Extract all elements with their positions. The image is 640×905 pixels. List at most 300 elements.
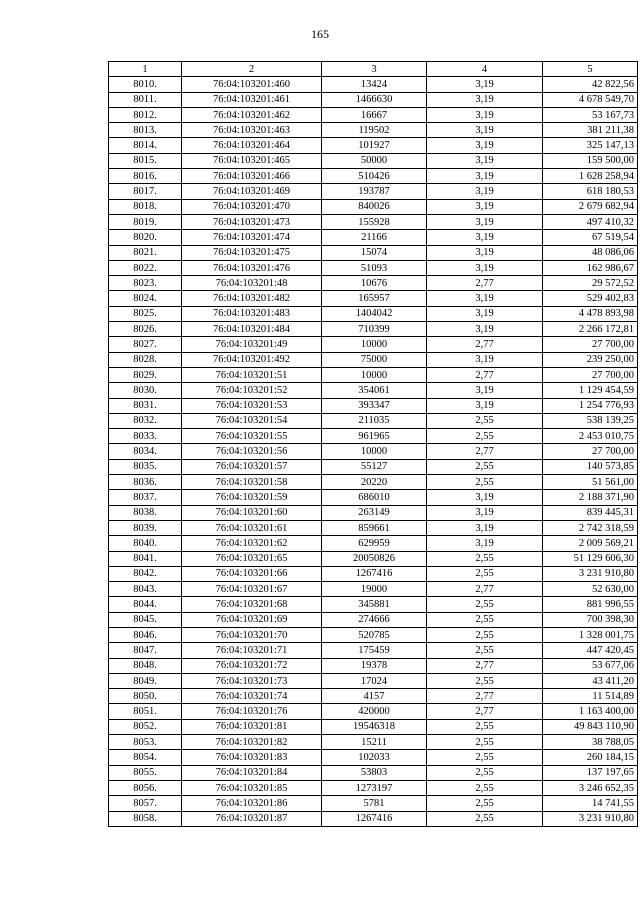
cadastral-number-cell: 76:04:103201:76 — [182, 704, 322, 719]
cadastral-number-cell: 76:04:103201:48 — [182, 276, 322, 291]
area-cell: 961965 — [322, 429, 427, 444]
value-cell: 2 453 010,75 — [543, 429, 638, 444]
rate-cell: 2,55 — [427, 551, 543, 566]
area-cell: 51093 — [322, 260, 427, 275]
cadastral-number-cell: 76:04:103201:464 — [182, 138, 322, 153]
value-cell: 53 167,73 — [543, 107, 638, 122]
column-header-4: 4 — [427, 62, 543, 77]
area-cell: 193787 — [322, 184, 427, 199]
rate-cell: 2,55 — [427, 643, 543, 658]
cadastral-number-cell: 76:04:103201:61 — [182, 520, 322, 535]
row-number-cell: 8058. — [109, 811, 182, 826]
rate-cell: 2,55 — [427, 719, 543, 734]
cadastral-number-cell: 76:04:103201:461 — [182, 92, 322, 107]
value-cell: 2 009 569,21 — [543, 536, 638, 551]
area-cell: 5781 — [322, 796, 427, 811]
value-cell: 51 129 606,30 — [543, 551, 638, 566]
area-cell: 10000 — [322, 367, 427, 382]
table-row — [109, 123, 638, 138]
area-cell: 102033 — [322, 750, 427, 765]
cadastral-number-cell: 76:04:103201:469 — [182, 184, 322, 199]
table-row — [109, 536, 638, 551]
table-row — [109, 306, 638, 321]
rate-cell: 2,55 — [427, 566, 543, 581]
row-number-cell: 8019. — [109, 214, 182, 229]
row-number-cell: 8053. — [109, 735, 182, 750]
table-row — [109, 352, 638, 367]
value-cell: 447 420,45 — [543, 643, 638, 658]
rate-cell: 3,19 — [427, 123, 543, 138]
row-number-cell: 8018. — [109, 199, 182, 214]
rate-cell: 2,55 — [427, 811, 543, 826]
table-row — [109, 505, 638, 520]
cadastral-number-cell: 76:04:103201:54 — [182, 413, 322, 428]
value-cell: 3 231 910,80 — [543, 566, 638, 581]
value-cell: 42 822,56 — [543, 77, 638, 92]
cadastral-number-cell: 76:04:103201:85 — [182, 780, 322, 795]
cadastral-number-cell: 76:04:103201:470 — [182, 199, 322, 214]
value-cell: 325 147,13 — [543, 138, 638, 153]
table-row — [109, 658, 638, 673]
table-row — [109, 673, 638, 688]
cadastral-number-cell: 76:04:103201:462 — [182, 107, 322, 122]
cadastral-number-cell: 76:04:103201:87 — [182, 811, 322, 826]
table-row — [109, 612, 638, 627]
rate-cell: 2,77 — [427, 276, 543, 291]
row-number-cell: 8033. — [109, 429, 182, 444]
rate-cell: 3,19 — [427, 398, 543, 413]
area-cell: 119502 — [322, 123, 427, 138]
cadastral-number-cell: 76:04:103201:74 — [182, 689, 322, 704]
value-cell: 239 250,00 — [543, 352, 638, 367]
table-row — [109, 735, 638, 750]
rate-cell: 3,19 — [427, 490, 543, 505]
row-number-cell: 8021. — [109, 245, 182, 260]
data-table — [108, 61, 638, 827]
cadastral-number-cell: 76:04:103201:86 — [182, 796, 322, 811]
rate-cell: 3,19 — [427, 230, 543, 245]
table-row — [109, 337, 638, 352]
value-cell: 381 211,38 — [543, 123, 638, 138]
table-row — [109, 413, 638, 428]
value-cell: 881 996,55 — [543, 597, 638, 612]
rate-cell: 2,77 — [427, 582, 543, 597]
value-cell: 1 163 400,00 — [543, 704, 638, 719]
table-row — [109, 107, 638, 122]
area-cell: 1267416 — [322, 566, 427, 581]
table-row — [109, 811, 638, 826]
value-cell: 1 129 454,59 — [543, 383, 638, 398]
value-cell: 2 679 682,94 — [543, 199, 638, 214]
area-cell: 1273197 — [322, 780, 427, 795]
cadastral-number-cell: 76:04:103201:83 — [182, 750, 322, 765]
cadastral-number-cell: 76:04:103201:53 — [182, 398, 322, 413]
cadastral-number-cell: 76:04:103201:56 — [182, 444, 322, 459]
table-row — [109, 750, 638, 765]
column-header-3: 3 — [322, 62, 427, 77]
table-row — [109, 475, 638, 490]
row-number-cell: 8045. — [109, 612, 182, 627]
table-row — [109, 520, 638, 535]
header-row — [109, 62, 638, 77]
row-number-cell: 8050. — [109, 689, 182, 704]
rate-cell: 3,19 — [427, 520, 543, 535]
rate-cell: 2,77 — [427, 367, 543, 382]
value-cell: 1 328 001,75 — [543, 627, 638, 642]
value-cell: 52 630,00 — [543, 582, 638, 597]
area-cell: 840026 — [322, 199, 427, 214]
row-number-cell: 8048. — [109, 658, 182, 673]
value-cell: 3 231 910,80 — [543, 811, 638, 826]
area-cell: 15074 — [322, 245, 427, 260]
row-number-cell: 8031. — [109, 398, 182, 413]
value-cell: 27 700,00 — [543, 367, 638, 382]
cadastral-number-cell: 76:04:103201:473 — [182, 214, 322, 229]
cadastral-number-cell: 76:04:103201:59 — [182, 490, 322, 505]
table-row — [109, 383, 638, 398]
cadastral-number-cell: 76:04:103201:62 — [182, 536, 322, 551]
value-cell: 67 519,54 — [543, 230, 638, 245]
rate-cell: 3,19 — [427, 536, 543, 551]
area-cell: 263149 — [322, 505, 427, 520]
rate-cell: 2,55 — [427, 475, 543, 490]
row-number-cell: 8027. — [109, 337, 182, 352]
row-number-cell: 8044. — [109, 597, 182, 612]
rate-cell: 2,77 — [427, 689, 543, 704]
rate-cell: 3,19 — [427, 291, 543, 306]
value-cell: 140 573,85 — [543, 459, 638, 474]
row-number-cell: 8056. — [109, 780, 182, 795]
area-cell: 520785 — [322, 627, 427, 642]
rate-cell: 3,19 — [427, 199, 543, 214]
area-cell: 859661 — [322, 520, 427, 535]
value-cell: 38 788,05 — [543, 735, 638, 750]
cadastral-number-cell: 76:04:103201:484 — [182, 322, 322, 337]
row-number-cell: 8042. — [109, 566, 182, 581]
area-cell: 10676 — [322, 276, 427, 291]
table-header — [109, 62, 638, 77]
table-row — [109, 291, 638, 306]
area-cell: 75000 — [322, 352, 427, 367]
area-cell: 165957 — [322, 291, 427, 306]
table-row — [109, 169, 638, 184]
rate-cell: 2,55 — [427, 796, 543, 811]
row-number-cell: 8036. — [109, 475, 182, 490]
value-cell: 27 700,00 — [543, 444, 638, 459]
table-row — [109, 429, 638, 444]
row-number-cell: 8043. — [109, 582, 182, 597]
area-cell: 19546318 — [322, 719, 427, 734]
rate-cell: 2,55 — [427, 673, 543, 688]
row-number-cell: 8041. — [109, 551, 182, 566]
cadastral-number-cell: 76:04:103201:70 — [182, 627, 322, 642]
rate-cell: 2,55 — [427, 429, 543, 444]
cadastral-number-cell: 76:04:103201:483 — [182, 306, 322, 321]
rate-cell: 2,55 — [427, 413, 543, 428]
rate-cell: 2,77 — [427, 444, 543, 459]
table-row — [109, 367, 638, 382]
table-row — [109, 444, 638, 459]
value-cell: 162 986,67 — [543, 260, 638, 275]
value-cell: 1 254 776,93 — [543, 398, 638, 413]
table-row — [109, 276, 638, 291]
table-row — [109, 796, 638, 811]
rate-cell: 3,19 — [427, 322, 543, 337]
cadastral-number-cell: 76:04:103201:81 — [182, 719, 322, 734]
value-cell: 260 184,15 — [543, 750, 638, 765]
row-number-cell: 8035. — [109, 459, 182, 474]
rate-cell: 2,55 — [427, 765, 543, 780]
area-cell: 19000 — [322, 582, 427, 597]
row-number-cell: 8011. — [109, 92, 182, 107]
area-cell: 354061 — [322, 383, 427, 398]
rate-cell: 2,77 — [427, 704, 543, 719]
rate-cell: 3,19 — [427, 169, 543, 184]
rate-cell: 2,55 — [427, 612, 543, 627]
rate-cell: 3,19 — [427, 505, 543, 520]
value-cell: 529 402,83 — [543, 291, 638, 306]
row-number-cell: 8055. — [109, 765, 182, 780]
cadastral-number-cell: 76:04:103201:474 — [182, 230, 322, 245]
table-row — [109, 597, 638, 612]
table-row — [109, 322, 638, 337]
rate-cell: 3,19 — [427, 77, 543, 92]
cadastral-number-cell: 76:04:103201:51 — [182, 367, 322, 382]
value-cell: 14 741,55 — [543, 796, 638, 811]
row-number-cell: 8037. — [109, 490, 182, 505]
table-row — [109, 704, 638, 719]
area-cell: 21166 — [322, 230, 427, 245]
table-row — [109, 92, 638, 107]
row-number-cell: 8034. — [109, 444, 182, 459]
area-cell: 510426 — [322, 169, 427, 184]
cadastral-number-cell: 76:04:103201:465 — [182, 153, 322, 168]
value-cell: 137 197,65 — [543, 765, 638, 780]
value-cell: 497 410,32 — [543, 214, 638, 229]
value-cell: 839 445,31 — [543, 505, 638, 520]
table-row — [109, 582, 638, 597]
area-cell: 686010 — [322, 490, 427, 505]
table-row — [109, 551, 638, 566]
table-row — [109, 245, 638, 260]
row-number-cell: 8017. — [109, 184, 182, 199]
cadastral-number-cell: 76:04:103201:67 — [182, 582, 322, 597]
cadastral-number-cell: 76:04:103201:84 — [182, 765, 322, 780]
value-cell: 11 514,89 — [543, 689, 638, 704]
row-number-cell: 8024. — [109, 291, 182, 306]
rate-cell: 3,19 — [427, 138, 543, 153]
rate-cell: 2,77 — [427, 658, 543, 673]
area-cell: 20050826 — [322, 551, 427, 566]
rate-cell: 3,19 — [427, 107, 543, 122]
table-row — [109, 689, 638, 704]
cadastral-number-cell: 76:04:103201:463 — [182, 123, 322, 138]
cadastral-number-cell: 76:04:103201:66 — [182, 566, 322, 581]
cadastral-number-cell: 76:04:103201:475 — [182, 245, 322, 260]
row-number-cell: 8025. — [109, 306, 182, 321]
row-number-cell: 8040. — [109, 536, 182, 551]
rate-cell: 3,19 — [427, 306, 543, 321]
area-cell: 55127 — [322, 459, 427, 474]
rate-cell: 3,19 — [427, 184, 543, 199]
area-cell: 20220 — [322, 475, 427, 490]
row-number-cell: 8014. — [109, 138, 182, 153]
cadastral-number-cell: 76:04:103201:49 — [182, 337, 322, 352]
row-number-cell: 8022. — [109, 260, 182, 275]
value-cell: 4 678 549,70 — [543, 92, 638, 107]
row-number-cell: 8030. — [109, 383, 182, 398]
row-number-cell: 8020. — [109, 230, 182, 245]
table-row — [109, 214, 638, 229]
cadastral-number-cell: 76:04:103201:60 — [182, 505, 322, 520]
rate-cell: 2,77 — [427, 337, 543, 352]
cadastral-number-cell: 76:04:103201:82 — [182, 735, 322, 750]
area-cell: 710399 — [322, 322, 427, 337]
cadastral-number-cell: 76:04:103201:55 — [182, 429, 322, 444]
cadastral-number-cell: 76:04:103201:466 — [182, 169, 322, 184]
rate-cell: 3,19 — [427, 245, 543, 260]
row-number-cell: 8010. — [109, 77, 182, 92]
area-cell: 13424 — [322, 77, 427, 92]
value-cell: 159 500,00 — [543, 153, 638, 168]
area-cell: 345881 — [322, 597, 427, 612]
area-cell: 10000 — [322, 337, 427, 352]
rate-cell: 3,19 — [427, 352, 543, 367]
area-cell: 420000 — [322, 704, 427, 719]
row-number-cell: 8057. — [109, 796, 182, 811]
row-number-cell: 8026. — [109, 322, 182, 337]
rate-cell: 2,55 — [427, 459, 543, 474]
column-header-5: 5 — [543, 62, 638, 77]
table-row — [109, 765, 638, 780]
rate-cell: 3,19 — [427, 260, 543, 275]
value-cell: 48 086,06 — [543, 245, 638, 260]
area-cell: 19378 — [322, 658, 427, 673]
cadastral-number-cell: 76:04:103201:68 — [182, 597, 322, 612]
row-number-cell: 8047. — [109, 643, 182, 658]
cadastral-number-cell: 76:04:103201:71 — [182, 643, 322, 658]
table-row — [109, 230, 638, 245]
row-number-cell: 8012. — [109, 107, 182, 122]
column-header-1: 1 — [109, 62, 182, 77]
row-number-cell: 8051. — [109, 704, 182, 719]
table-row — [109, 199, 638, 214]
row-number-cell: 8049. — [109, 673, 182, 688]
value-cell: 700 398,30 — [543, 612, 638, 627]
table-row — [109, 153, 638, 168]
cadastral-number-cell: 76:04:103201:52 — [182, 383, 322, 398]
area-cell: 393347 — [322, 398, 427, 413]
row-number-cell: 8015. — [109, 153, 182, 168]
area-cell: 50000 — [322, 153, 427, 168]
area-cell: 16667 — [322, 107, 427, 122]
row-number-cell: 8038. — [109, 505, 182, 520]
area-cell: 4157 — [322, 689, 427, 704]
value-cell: 2 742 318,59 — [543, 520, 638, 535]
table-row — [109, 459, 638, 474]
row-number-cell: 8016. — [109, 169, 182, 184]
value-cell: 2 188 371,90 — [543, 490, 638, 505]
value-cell: 29 572,52 — [543, 276, 638, 291]
table-row — [109, 138, 638, 153]
row-number-cell: 8028. — [109, 352, 182, 367]
table-row — [109, 627, 638, 642]
value-cell: 618 180,53 — [543, 184, 638, 199]
table-row — [109, 490, 638, 505]
value-cell: 51 561,00 — [543, 475, 638, 490]
value-cell: 538 139,25 — [543, 413, 638, 428]
table-row — [109, 260, 638, 275]
value-cell: 1 628 258,94 — [543, 169, 638, 184]
table-row — [109, 643, 638, 658]
rate-cell: 3,19 — [427, 153, 543, 168]
row-number-cell: 8052. — [109, 719, 182, 734]
column-header-2: 2 — [182, 62, 322, 77]
cadastral-number-cell: 76:04:103201:73 — [182, 673, 322, 688]
area-cell: 1267416 — [322, 811, 427, 826]
area-cell: 53803 — [322, 765, 427, 780]
value-cell: 2 266 172,81 — [543, 322, 638, 337]
value-cell: 27 700,00 — [543, 337, 638, 352]
table-row — [109, 398, 638, 413]
area-cell: 10000 — [322, 444, 427, 459]
rate-cell: 2,55 — [427, 750, 543, 765]
cadastral-number-cell: 76:04:103201:57 — [182, 459, 322, 474]
table-row — [109, 184, 638, 199]
area-cell: 1466630 — [322, 92, 427, 107]
cadastral-number-cell: 76:04:103201:492 — [182, 352, 322, 367]
value-cell: 4 478 893,98 — [543, 306, 638, 321]
cadastral-number-cell: 76:04:103201:65 — [182, 551, 322, 566]
rate-cell: 3,19 — [427, 92, 543, 107]
area-cell: 101927 — [322, 138, 427, 153]
row-number-cell: 8046. — [109, 627, 182, 642]
value-cell: 3 246 652,35 — [543, 780, 638, 795]
table-row — [109, 719, 638, 734]
rate-cell: 2,55 — [427, 627, 543, 642]
area-cell: 15211 — [322, 735, 427, 750]
value-cell: 53 677,06 — [543, 658, 638, 673]
area-cell: 17024 — [322, 673, 427, 688]
cadastral-number-cell: 76:04:103201:482 — [182, 291, 322, 306]
table-row — [109, 77, 638, 92]
cadastral-number-cell: 76:04:103201:476 — [182, 260, 322, 275]
rate-cell: 2,55 — [427, 597, 543, 612]
value-cell: 43 411,20 — [543, 673, 638, 688]
cadastral-number-cell: 76:04:103201:69 — [182, 612, 322, 627]
area-cell: 211035 — [322, 413, 427, 428]
area-cell: 1404042 — [322, 306, 427, 321]
area-cell: 274666 — [322, 612, 427, 627]
cadastral-number-cell: 76:04:103201:72 — [182, 658, 322, 673]
value-cell: 49 843 110,90 — [543, 719, 638, 734]
row-number-cell: 8013. — [109, 123, 182, 138]
page-number: 165 — [311, 27, 329, 41]
row-number-cell: 8023. — [109, 276, 182, 291]
table-body — [109, 77, 638, 827]
rate-cell: 2,55 — [427, 780, 543, 795]
table-row — [109, 780, 638, 795]
area-cell: 629959 — [322, 536, 427, 551]
row-number-cell: 8039. — [109, 520, 182, 535]
table-row — [109, 566, 638, 581]
row-number-cell: 8054. — [109, 750, 182, 765]
rate-cell: 3,19 — [427, 383, 543, 398]
area-cell: 155928 — [322, 214, 427, 229]
rate-cell: 3,19 — [427, 214, 543, 229]
row-number-cell: 8029. — [109, 367, 182, 382]
cadastral-number-cell: 76:04:103201:58 — [182, 475, 322, 490]
